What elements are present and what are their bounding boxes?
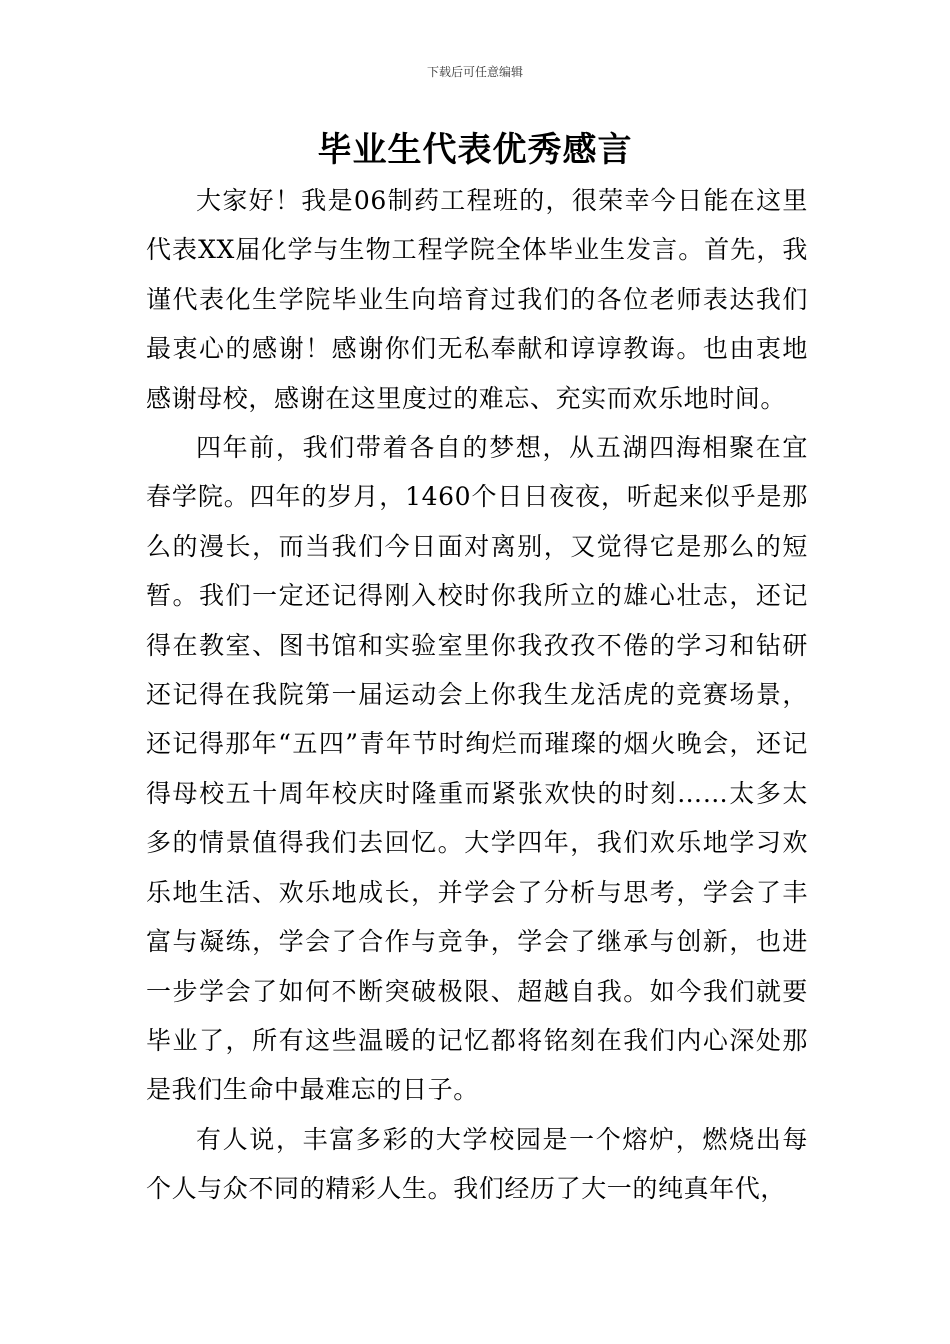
page-title: 毕业生代表优秀感言 [317,130,633,170]
paragraph-2: 四年前，我们带着各自的梦想，从五湖四海相聚在宜春学院。四年的岁月，1460个日日夜夜，听起来似乎是那么的漫长，而当我们今日面对离别，又觉得它是那么的短暂。我们一定还记得刚入校时你我所立的雄心壮志，还记得在教室、图书馆和实验室里你我孜孜不倦的学习和钻研还记得在我院第一届运动会上你我生龙活虎的竞赛场景，还记得那年“五四”青年节时绚烂而璀璨的烟火晚会，还记得母校五十周年校庆时隆重而紧张欢快的时刻……太多太多的情景值得我们去回忆。大学四年，我们欢乐地学习欢乐地生活、欢乐地成长，并学会了分析与思考，学会了丰富与凝练，学会了合作与竞争，学会了继承与创新，也进一步学会了如何不断突破极限、超越自我。如今我们就要毕业了，所有这些温暖的记忆都将铭刻在我们内心深处那是我们生命中最难忘的日子。 [146,433,808,1105]
document-body [146,176,808,1214]
paragraph-1: 大家好！我是06制药工程班的，很荣幸今日能在这里代表XX届化学与生物工程学院全体毕业生发言。首先，我谨代表化生学院毕业生向培育过我们的各位老师表达我们最衷心的感谢！感谢你们无私奉献和谆谆教诲。也由衷地感谢母校，感谢在这里度过的难忘、充实而欢乐地时间。 [146,186,808,413]
header-note: 下载后可任意编辑 [426,65,523,79]
paragraph-3: 有人说，丰富多彩的大学校园是一个熔炉，燃烧出每个人与众不同的精彩人生。我们经历了大一的纯真年代， [146,1124,808,1204]
